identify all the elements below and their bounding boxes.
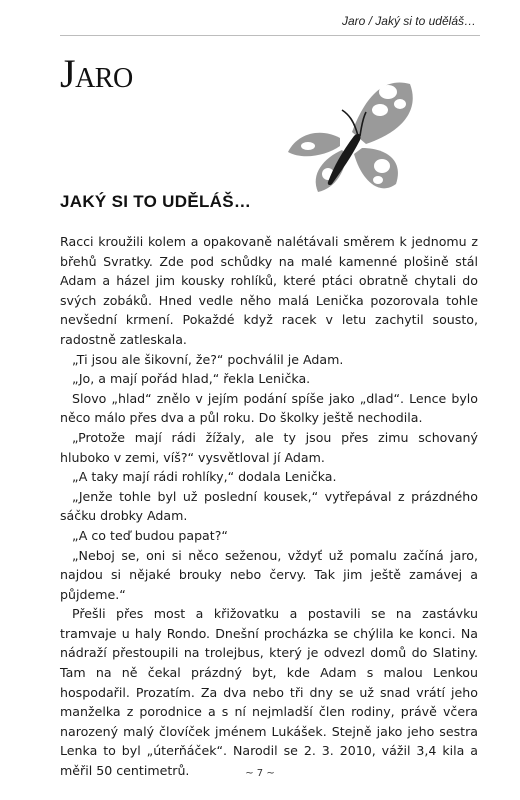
paragraph: „Jo, a mají pořád hlad,“ řekla Lenička. (72, 371, 311, 387)
paragraph: „A taky mají rádi rohlíky,“ dodala Lenička. (72, 469, 337, 485)
paragraph: Slovo „hlad“ znělo v jejím podání spíše jako „dlad“. Lence bylo něco málo přes dva a půl roku. Do školky ještě nechodila. (60, 390, 478, 426)
paragraph: „A co teď budou papat?“ (72, 527, 228, 543)
paragraph: Racci kroužili kolem a opakovaně nalétávali směrem k jednomu z břehů Svratky. Zde pod schůdky na malé kamenné plošině stál Adam a házel jim kousky rohlíků, které ptáci obratně chytali do svých zobáků. Hned vedle něho malá Lenička pozorovala tohle nevšední krmení. Pokaždé když racek v letu zachytil sousto, radostně zatleskala. (60, 234, 478, 347)
paragraph: „Protože mají rádi žížaly, ale ty jsou přes zimu schovaný hluboko v zemi, víš?“ vysvětloval jí Adam. (60, 429, 478, 465)
running-header: Jaro / Jaký si to uděláš… (341, 14, 476, 28)
butterfly-icon (282, 70, 418, 202)
section-heading: JAKÝ SI TO UDĚLÁŠ… (60, 192, 252, 211)
paragraph: „Neboj se, oni si něco seženou, vždyť už pomalu začíná jaro, najdou si nějaké brouky nebo červy. Tak jim ještě zamávej a půjdeme.“ (60, 547, 478, 602)
chapter-title: Jaro (60, 51, 133, 96)
body-text (60, 232, 478, 781)
page-number: ~ 7 ~ (245, 768, 275, 779)
header-divider (60, 35, 480, 36)
butterfly-wings (288, 82, 413, 192)
paragraph: Přešli přes most a křižovatku a postavili se na zastávku tramvaje u haly Rondo. Dnešní procházka se chýlila ke konci. Na nádraží přestoupili na trolejbus, který je odvezl domů do Slatiny. Tam na ně čekal prázdný byt, kde Adam s malou Lenkou hospodařil. Prozatím. Za dva nebo tři dny se už snad vrátí jeho manželka z porodnice a s ní nejmladší člen rodiny, právě včera narozený malý človíček jménem Lukášek. Stejně jako jeho sestra Lenka to byl „úterňáček“. Narodil se 2. 3. 2010, vážil 3,4 kila a měřil 50 centimetrů. (60, 606, 478, 779)
paragraph: „Jenže tohle byl už poslední kousek,“ vytřepával z prázdného sáčku drobky Adam. (60, 488, 478, 524)
paragraph: „Ti jsou ale šikovní, že?“ pochválil je Adam. (72, 351, 344, 367)
